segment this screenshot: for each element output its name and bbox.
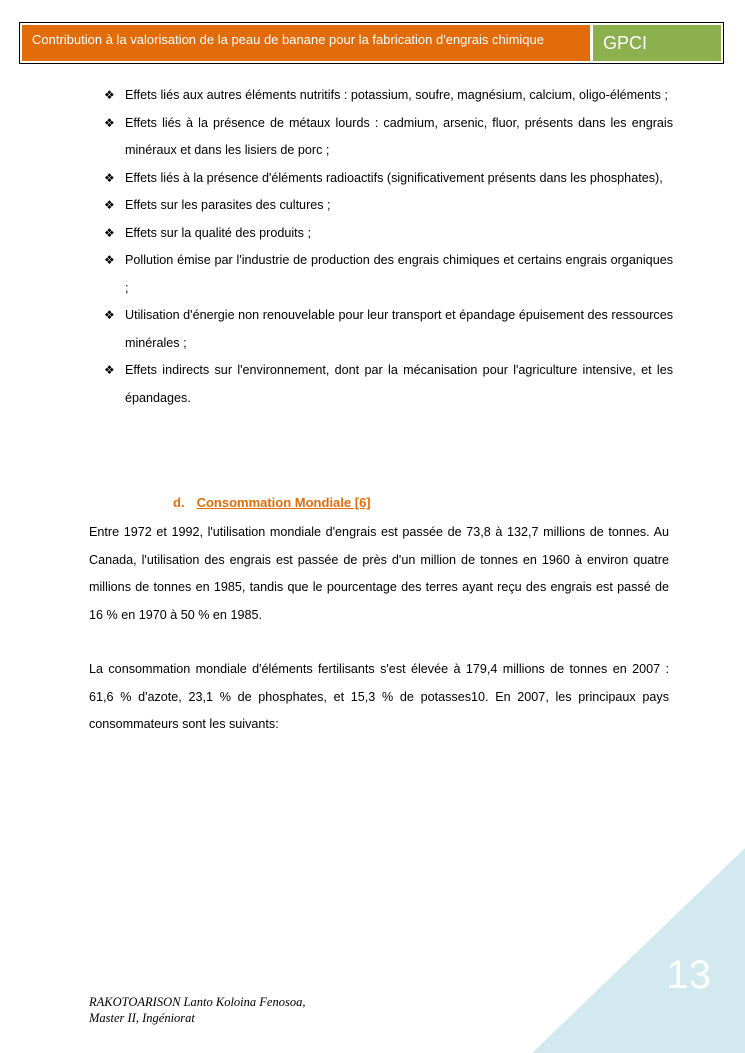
list-item — [104, 302, 673, 357]
list-item — [104, 357, 673, 412]
corner-decoration — [532, 848, 745, 1053]
list-item-text: Effets liés à la présence de métaux lourds : cadmium, arsenic, fluor, présents dans les engrais minéraux et dans les lisiers de porc ; — [125, 115, 673, 157]
list-item — [104, 192, 673, 220]
list-item-text: Effets liés à la présence d'éléments radioactifs (significativement présents dans les phosphates), — [125, 170, 663, 185]
diamond-bullet-icon: ❖ — [104, 253, 115, 267]
list-item — [104, 165, 673, 193]
list-item — [104, 220, 673, 248]
footer-author: RAKOTOARISON Lanto Koloina Fenosoa, — [89, 995, 306, 1009]
bullet-list — [104, 82, 673, 412]
list-item-text: Effets indirects sur l'environnement, dont par la mécanisation pour l'agriculture intensive, et les épandages. — [125, 363, 673, 405]
paragraph: La consommation mondiale d'éléments fertilisants s'est élevée à 179,4 millions de tonnes en 2007 : 61,6 % d'azote, 23,1 % de phosphates, et 15,3 % de potasses10. En 2007, les principaux pays consommateurs sont les suivants: — [89, 662, 669, 731]
list-item-text: Utilisation d'énergie non renouvelable pour leur transport et épandage épuisement des ressources minérales ; — [125, 308, 673, 350]
header-title: Contribution à la valorisation de la peau de banane pour la fabrication d'engrais chimique — [22, 25, 590, 61]
diamond-bullet-icon: ❖ — [104, 115, 115, 130]
list-item-text: Effets liés aux autres éléments nutritifs : potassium, soufre, magnésium, calcium, oligo-éléments ; — [125, 88, 668, 102]
footer — [89, 994, 305, 1026]
page-header — [19, 22, 724, 64]
header-tag: GPCI — [593, 25, 721, 61]
diamond-bullet-icon: ❖ — [104, 198, 115, 212]
list-item-text: Pollution émise par l'industrie de production des engrais chimiques et certains engrais organiques ; — [125, 253, 673, 295]
list-item — [104, 82, 673, 110]
list-item-text: Effets sur la qualité des produits ; — [125, 225, 311, 240]
section-title: Consommation Mondiale [6] — [196, 495, 371, 510]
section-heading — [173, 495, 371, 510]
paragraph: Entre 1972 et 1992, l'utilisation mondiale d'engrais est passée de 73,8 à 132,7 millions de tonnes. Au Canada, l'utilisation des engrais est passée de près d'un million de tonnes en 1960 à environ quatre millions de tonnes en 1985, tandis que le pourcentage des terres ayant reçu des engrais est passé de 16 % en 1970 à 50 % en 1985. — [89, 525, 669, 622]
section-number: d. — [173, 495, 185, 510]
list-item-text: Effets sur les parasites des cultures ; — [125, 198, 331, 212]
diamond-bullet-icon: ❖ — [104, 363, 115, 377]
list-item — [104, 247, 673, 302]
diamond-bullet-icon: ❖ — [104, 225, 115, 240]
page-number: 13 — [666, 953, 711, 997]
diamond-bullet-icon: ❖ — [104, 170, 115, 185]
list-item — [104, 110, 673, 165]
diamond-bullet-icon: ❖ — [104, 308, 115, 322]
diamond-bullet-icon: ❖ — [104, 88, 115, 102]
footer-degree: Master II, Ingéniorat — [89, 1011, 195, 1025]
